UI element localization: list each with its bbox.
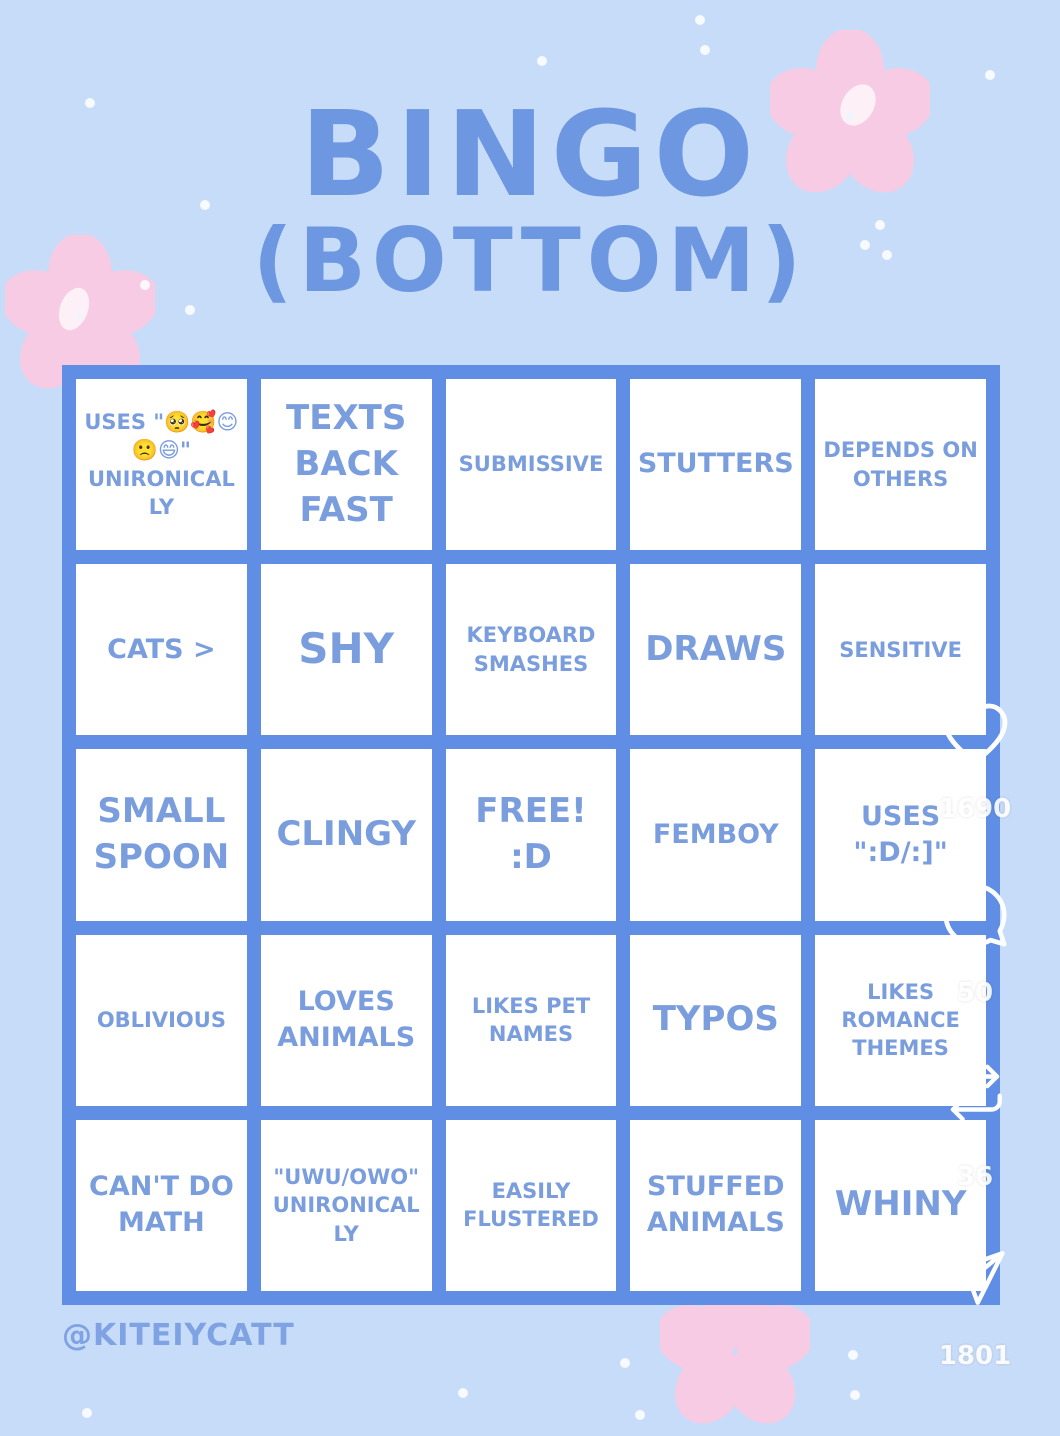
sparkle-dot (695, 15, 705, 25)
bingo-cell: CATS > (76, 564, 247, 735)
bingo-cell: LOVES ANIMALS (261, 935, 432, 1106)
bingo-cell: LIKES ROMANCE THEMES (815, 935, 986, 1106)
title-line-2: (BOTTOM) (252, 209, 808, 312)
bingo-cell: TEXTS BACK FAST (261, 379, 432, 550)
sparkle-dot (85, 98, 95, 108)
bingo-cell-free: FREE! :D (446, 749, 617, 920)
share-count: 1801 (938, 1341, 1012, 1371)
bingo-cell: STUTTERS (630, 379, 801, 550)
bingo-cell: SMALL SPOON (76, 749, 247, 920)
author-credit: @KITEIYCATT (62, 1318, 295, 1353)
bingo-cell: "UWU/OWO" UNIRONICALLY (261, 1120, 432, 1291)
repost-action[interactable] (930, 1060, 1020, 1192)
comment-count: 50 (956, 978, 994, 1008)
bingo-cell: SHY (261, 564, 432, 735)
sparkle-dot (537, 56, 547, 66)
like-action[interactable] (930, 700, 1020, 824)
sparkle-dot (140, 280, 150, 290)
sparkle-dot (700, 45, 710, 55)
bingo-cell: DRAWS (630, 564, 801, 735)
comment-action[interactable] (930, 880, 1020, 1008)
page-title (170, 85, 890, 312)
like-count: 1690 (938, 794, 1012, 824)
heart-icon[interactable] (938, 700, 1012, 766)
sparkle-dot (458, 1388, 468, 1398)
comment-icon[interactable] (938, 880, 1012, 950)
repost-count: 36 (956, 1162, 994, 1192)
bingo-grid (62, 365, 1000, 1305)
sparkle-dot (82, 1408, 92, 1418)
bingo-cell: USES ":D/:]" (815, 749, 986, 920)
bingo-cell: EASILY FLUSTERED (446, 1120, 617, 1291)
sparkle-dot (985, 70, 995, 80)
sparkle-dot (185, 305, 195, 315)
repost-icon[interactable] (940, 1060, 1010, 1126)
bingo-cell: KEYBOARD SMASHES (446, 564, 617, 735)
bingo-cell: OBLIVIOUS (76, 935, 247, 1106)
sparkle-dot (620, 1358, 630, 1368)
bingo-cell: SENSITIVE (815, 564, 986, 735)
bingo-cell: CLINGY (261, 749, 432, 920)
bingo-cell: FEMBOY (630, 749, 801, 920)
bingo-cell: USES "🥺🥰😊🙁😄" UNIRONICALLY (76, 379, 247, 550)
bingo-cell: STUFFED ANIMALS (630, 1120, 801, 1291)
bingo-cell: TYPOS (630, 935, 801, 1106)
title-line-1: BINGO (300, 85, 760, 223)
bingo-cell: LIKES PET NAMES (446, 935, 617, 1106)
bingo-cell: CAN'T DO MATH (76, 1120, 247, 1291)
sparkle-dot (850, 1390, 860, 1400)
sparkle-dot (848, 1350, 858, 1360)
sparkle-dot (635, 1410, 645, 1420)
bingo-cell: DEPENDS ON OTHERS (815, 379, 986, 550)
share-icon[interactable] (940, 1245, 1010, 1311)
share-action[interactable] (930, 1245, 1020, 1371)
bingo-cell: SUBMISSIVE (446, 379, 617, 550)
bingo-cell: WHINY (815, 1120, 986, 1291)
